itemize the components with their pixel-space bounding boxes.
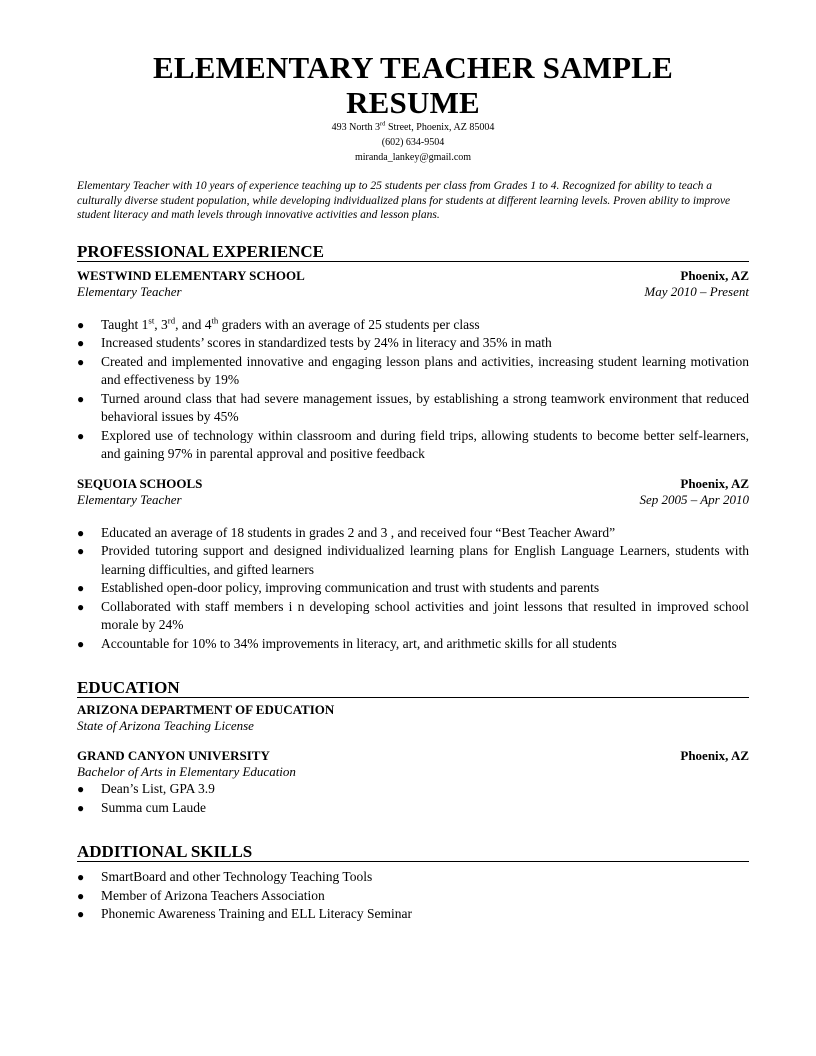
job2-dates: Sep 2005 – Apr 2010 [639, 491, 749, 507]
education-heading: EDUCATION [77, 679, 749, 698]
school1-header [77, 702, 749, 718]
school2-header [77, 748, 749, 764]
job2-subheader [77, 492, 749, 508]
list-item: ● Dean’s List, GPA 3.9 [77, 780, 749, 799]
bullet-icon: ● [77, 354, 85, 369]
email: miranda_lankey@gmail.com [354, 152, 472, 163]
skills-heading: ADDITIONAL SKILLS [77, 843, 749, 862]
list-item: ● Summa cum Laude [77, 799, 749, 818]
list-item: ● Explored use of technology within classroom and during field trips, allowing students to become better self-learners, and gaining 97% in parental approval and positive feedback [77, 427, 749, 461]
job2-employer: SEQUOIA SCHOOLS [77, 475, 203, 491]
list-item: ● Created and implemented innovative and engaging lesson plans and activities, increasing student learning motivation and effectiveness by 19% [77, 353, 749, 387]
job2-bullets [77, 524, 749, 654]
contact-block [77, 120, 749, 165]
job1-dates: May 2010 – Present [644, 283, 749, 299]
bullet-icon: ● [77, 888, 85, 903]
address: 493 North 3rd Street, Phoenix, AZ 85004 [331, 120, 495, 133]
job2-header [77, 476, 749, 492]
bullet-icon: ● [77, 636, 85, 651]
bullet-icon: ● [77, 870, 85, 884]
phone: (602) 634-9504 [381, 137, 445, 148]
list-item: ● Member of Arizona Teachers Association [77, 887, 749, 906]
job1-employer: WESTWIND ELEMENTARY SCHOOL [77, 267, 305, 283]
title-line-2: RESUME [346, 85, 480, 120]
bullet-icon: ● [77, 800, 85, 815]
school2-name: GRAND CANYON UNIVERSITY [77, 748, 270, 763]
job2-location: Phoenix, AZ [680, 475, 749, 491]
bullet-icon: ● [77, 428, 85, 443]
job1-bullets [77, 316, 749, 464]
job1-location: Phoenix, AZ [680, 267, 749, 283]
summary: Elementary Teacher with 10 years of experience teaching up to 25 students per class from Grades 1 to 4. Recognized for ability to teach a culturally diverse student population, while developing individualized plans for students at different learning levels. Proven ability to improve student literacy and math levels through innovative activities and lesson plans. [77, 180, 731, 221]
bullet-icon: ● [77, 782, 85, 796]
school1-credential: State of Arizona Teaching License [77, 718, 254, 733]
list-item: ● Collaborated with staff members i n developing school activities and joint lessons that resulted in improved school morale by 24% [77, 598, 749, 632]
title-line-1: ELEMENTARY TEACHER SAMPLE [152, 50, 674, 85]
list-item: ● Taught 1st, 3rd, and 4th graders with an average of 25 students per class [77, 316, 749, 335]
bullet-icon: ● [77, 581, 85, 595]
list-item: ● SmartBoard and other Technology Teaching Tools [77, 868, 749, 887]
experience-heading: PROFESSIONAL EXPERIENCE [77, 243, 749, 262]
list-item: ● Established open-door policy, improving communication and trust with students and parents [77, 579, 749, 598]
school1-subheader [77, 718, 749, 734]
job1-role: Elementary Teacher [77, 283, 182, 299]
bullet-icon: ● [77, 391, 85, 406]
school2-credential: Bachelor of Arts in Elementary Education [77, 764, 296, 779]
list-item: ● Turned around class that had severe management issues, by establishing a strong teamwork environment that reduced behavioral issues by 45% [77, 390, 749, 424]
school2-subheader [77, 764, 749, 780]
list-item: ● Accountable for 10% to 34% improvements in literacy, art, and arithmetic skills for all students [77, 635, 749, 654]
list-item: ● Phonemic Awareness Training and ELL Literacy Seminar [77, 905, 749, 924]
list-item: ● Increased students’ scores in standardized tests by 24% in literacy and 35% in math [77, 334, 749, 353]
school1-name: ARIZONA DEPARTMENT OF EDUCATION [77, 702, 335, 717]
job1-subheader [77, 284, 749, 300]
list-item: ● Educated an average of 18 students in grades 2 and 3 , and received four “Best Teacher Award” [77, 524, 749, 543]
resume-page [77, 50, 749, 924]
bullet-icon: ● [77, 525, 85, 540]
skills-bullets [77, 868, 749, 924]
resume-title [77, 50, 749, 120]
school2-bullets [77, 780, 749, 817]
bullet-icon: ● [77, 544, 85, 558]
job1-header [77, 268, 749, 284]
bullet-icon: ● [77, 599, 85, 614]
bullet-icon: ● [77, 336, 85, 350]
school2-location: Phoenix, AZ [680, 748, 749, 763]
list-item: ● Provided tutoring support and designed individualized learning plans for English Language Learners, students with learning difficulties, and gifted learners [77, 543, 749, 577]
bullet-icon: ● [77, 317, 85, 332]
job2-role: Elementary Teacher [77, 491, 182, 507]
bullet-icon: ● [77, 907, 85, 921]
